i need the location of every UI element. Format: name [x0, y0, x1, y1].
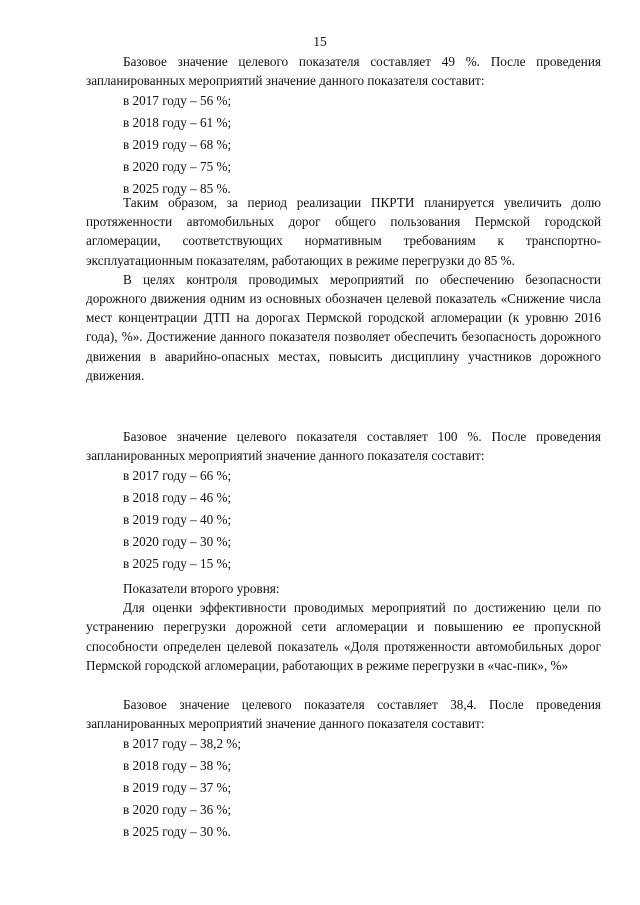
- list-item: в 2019 году – 68 %;: [123, 137, 232, 152]
- section-base-value-38-4: [86, 695, 601, 842]
- paragraph: Для оценки эффективности проводимых мероприятий по достижению цели по устранению перегрузки дорожной сети агломерации и повышению ее пропускной способности определен целевой показатель «Доля протяженности автомобильных дорог Пермской городской агломерации, работающих в режиме перегрузки в «час-пик», %»: [86, 600, 601, 673]
- paragraph: Базовое значение целевого показателя составляет 49 %. После проведения запланированных мероприятий значение данного показателя составит:: [86, 54, 601, 89]
- list-item: в 2018 году – 38 %;: [123, 758, 232, 774]
- list-item: в 2018 году – 61 %;: [123, 115, 232, 131]
- section-base-value-49: [86, 52, 601, 199]
- list-item: в 2020 году – 36 %;: [123, 801, 232, 817]
- section-heading: Показатели второго уровня:: [123, 581, 280, 596]
- list-item: в 2018 году – 46 %;: [123, 490, 232, 506]
- paragraph: В целях контроля проводимых мероприятий по обеспечению безопасности дорожного движения одним из основных обозначен целевой показатель «Снижение числа мест концентрации ДТП на дорогах Пермской городской агломерации (к уровню 2016 года), %». Достижение данного показателя позволяет обеспечить безопасность дорожного движения в аварийно-опасных местах, повысить дисциплину участников дорожного движения.: [86, 271, 601, 383]
- list-item: в 2020 году – 30 %;: [123, 533, 232, 549]
- list-item: в 2017 году – 38,2 %;: [123, 736, 242, 752]
- list-item: в 2017 году – 56 %;: [123, 93, 232, 109]
- list-item: в 2019 году – 40 %;: [123, 512, 232, 527]
- list-item: в 2017 году – 66 %;: [123, 468, 232, 484]
- section-base-value-100: [86, 427, 601, 574]
- section-second-level-indicators: [86, 579, 601, 675]
- paragraph: Базовое значение целевого показателя составляет 100 %. После проведения запланированных мероприятий значение данного показателя составит:: [86, 429, 601, 464]
- list-item: в 2025 году – 30 %.: [123, 823, 231, 839]
- list-item: в 2025 году – 15 %;: [123, 555, 232, 571]
- paragraph: Базовое значение целевого показателя составляет 38,4. После проведения запланированных мероприятий значение данного показателя составит:: [86, 697, 601, 732]
- page-number: 15: [313, 34, 327, 49]
- paragraph: Таким образом, за период реализации ПКРТИ планируется увеличить долю протяженности автомобильных дорог общего пользования Пермской городской агломерации, соответствующих нормативным требованиям к транспортно-эксплуатационным показателям, работающих в режиме перегрузки до 85 %.: [86, 195, 601, 268]
- section-summary: [86, 193, 601, 385]
- list-item: в 2019 году – 37 %;: [123, 780, 232, 795]
- list-item: в 2025 году – 85 %.: [123, 180, 231, 196]
- list-item: в 2020 году – 75 %;: [123, 158, 232, 174]
